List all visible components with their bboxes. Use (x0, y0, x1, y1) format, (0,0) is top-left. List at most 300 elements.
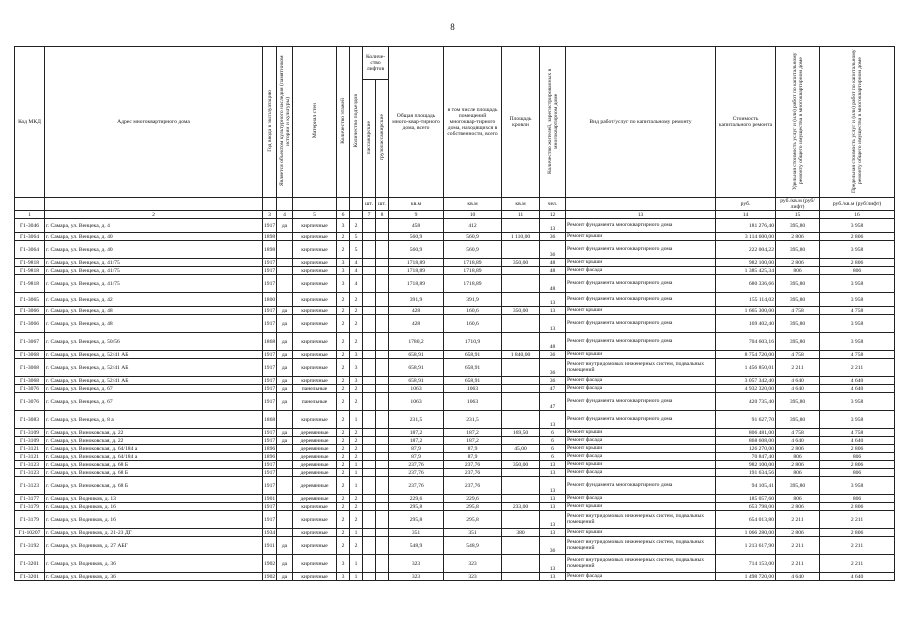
cell-code: Г1-3068 (15, 351, 45, 359)
cell-lc (376, 241, 389, 259)
cell-entr: 2 (350, 293, 363, 307)
cell-res: 13 (540, 477, 566, 495)
table-row (15, 495, 895, 503)
cell-heritage (277, 267, 293, 275)
cell-entr: 2 (350, 453, 363, 461)
column-number: 8 (376, 211, 389, 219)
cell-total: 229,6 (389, 495, 444, 503)
cell-res: 6 (540, 437, 566, 445)
cell-entr: 2 (350, 333, 363, 351)
cell-heritage (277, 469, 293, 477)
cell-unit: 395,80 (776, 393, 820, 411)
cell-walls: кирпичные (293, 307, 337, 315)
cell-lp (363, 445, 376, 453)
cell-lp (363, 503, 376, 511)
cell-work: Ремонт фундамента многоквартирного дома (566, 219, 716, 233)
cell-entr: 3 (350, 359, 363, 377)
cell-address: г. Самара, ул. Водников, д. 16 (45, 503, 263, 511)
cell-cost: 1 213 617,90 (716, 537, 776, 555)
cell-owned: 1063 (444, 393, 502, 411)
cell-work: Ремонт фундамента многоквартирного дома (566, 393, 716, 411)
table-row (15, 259, 895, 267)
cell-lc (376, 359, 389, 377)
cell-owned: 1063 (444, 385, 502, 393)
cell-max: 2 211 (820, 555, 895, 573)
cell-floors: 2 (337, 503, 350, 511)
cell-owned: 87,9 (444, 453, 502, 461)
cell-cost: 714 153,00 (716, 555, 776, 573)
cell-total: 187,2 (389, 429, 444, 437)
cell-max: 2 211 (820, 511, 895, 529)
cell-max: 2 806 (820, 461, 895, 469)
cell-code: Г1-3066 (15, 307, 45, 315)
cell-floors: 3 (337, 555, 350, 573)
cell-year: 1917 (264, 259, 276, 266)
cell-heritage: да (277, 429, 293, 437)
cell-code: Г1-3076 (15, 393, 45, 411)
cell-entr: 1 (350, 573, 363, 581)
cell-walls: кирпичные (293, 233, 337, 241)
cell-heritage: да (277, 385, 293, 393)
cell-work: Ремонт крыши (566, 307, 716, 315)
cell-roof (502, 477, 540, 495)
cell-res: 13 (540, 293, 566, 307)
cell-res: 48 (540, 333, 566, 351)
cell-year: 1917 (263, 393, 277, 411)
cell-owned: 391,9 (444, 293, 502, 307)
cell-lc (376, 429, 389, 437)
cell-year: 1800 (263, 293, 277, 307)
unit-total-area: кв.м (389, 198, 444, 211)
table-row (15, 429, 895, 437)
cell-roof (502, 377, 540, 385)
header-roof-area: Площадь кровли (502, 47, 540, 198)
cell-address: г. Самара, ул. Венцека, д. 41/75 (45, 259, 263, 267)
cell-roof (502, 315, 540, 333)
cell-roof (502, 437, 540, 445)
cell-walls: кирпичные (293, 511, 337, 529)
cell-floors: 2 (337, 307, 350, 315)
cell-cost: 185 057,60 (716, 495, 776, 503)
cell-work: Ремонт крыши (566, 233, 716, 241)
unit-max-cost: руб./кв.м (руб/лифт) (820, 198, 895, 211)
cell-res: 36 (540, 359, 566, 377)
cell-cost: 420 735,40 (716, 393, 776, 411)
table-row (15, 461, 895, 469)
cell-address: г. Самара, ул. Водников, д. 36 (45, 573, 263, 581)
cell-year: 1917 (263, 477, 277, 495)
cell-unit: 806 (776, 469, 820, 477)
cell-res: 13 (540, 461, 566, 469)
cell-lp (363, 511, 376, 529)
cell-owned: 237,76 (444, 461, 502, 469)
cell-heritage (277, 453, 293, 461)
cell-lc (376, 495, 389, 503)
cell-cost: 3 057 342,40 (716, 377, 776, 385)
cell-total: 187,2 (389, 437, 444, 445)
cell-address: г. Самара, ул. Венцека, д. 40 (45, 233, 263, 241)
cell-lp (363, 275, 376, 293)
cell-lp (363, 359, 376, 377)
header-lifts-passenger: пассажирские (363, 79, 376, 197)
cell-roof (502, 555, 540, 573)
cell-work: Ремонт фасада (566, 377, 716, 385)
table-row (15, 411, 895, 429)
cell-res: 36 (540, 537, 566, 555)
unit-residents: чел. (540, 198, 566, 211)
header-heritage: Является объектом культурного наследия (памятником истории и культуры) (277, 47, 293, 198)
unit-lifts-pass: шт. (363, 198, 376, 211)
cell-entr: 2 (350, 429, 363, 437)
header-owned-area: в том числе площадь помещений многоквар-тирного дома, находящихся в собственности, всего (444, 47, 502, 198)
cell-res: 13 (540, 219, 566, 233)
cell-work: Ремонт крыши (566, 429, 716, 437)
cell-walls: кирпичные (293, 537, 337, 555)
cell-roof: 45,00 (502, 445, 540, 453)
cell-code: Г1-3067 (15, 333, 45, 351)
cell-address: г. Самара, ул. Водников, д. 27 АБГ (45, 537, 263, 555)
cell-lp (363, 477, 376, 495)
cell-code: Г1-9818 (15, 275, 45, 293)
cell-lc (376, 411, 389, 429)
cell-walls: кирпичные (293, 267, 337, 275)
cell-owned: 160,6 (444, 307, 502, 315)
cell-heritage: да (277, 307, 293, 315)
cell-owned: 1710,9 (444, 333, 502, 351)
cell-work: Ремонт фундамента многоквартирного дома (566, 275, 716, 293)
column-number: 3 (263, 211, 277, 219)
cell-code: Г1-3083 (15, 411, 45, 429)
cell-lc (376, 537, 389, 555)
cell-lc (376, 307, 389, 315)
column-number: 13 (566, 211, 716, 219)
cell-floors: 2 (337, 385, 350, 393)
cell-address: г. Самара, ул. Венцека, д. 8 а (45, 411, 263, 429)
header-address: Адрес многоквартирного дома (45, 47, 263, 198)
cell-total: 1063 (389, 393, 444, 411)
cell-walls: кирпичные (293, 219, 337, 233)
cell-code: Г1-3123 (15, 477, 45, 495)
cell-roof (502, 267, 540, 275)
cell-work: Ремонт крыши (566, 529, 716, 537)
cell-max: 4 640 (820, 377, 895, 385)
cell-total: 323 (389, 573, 444, 581)
cell-total: 237,76 (389, 477, 444, 495)
column-number: 4 (277, 211, 293, 219)
table-row (15, 511, 895, 529)
cell-unit: 806 (776, 267, 820, 275)
cell-entr: 2 (350, 219, 363, 233)
table-row (15, 445, 895, 453)
cell-year: 1917 (264, 307, 276, 314)
cell-roof (502, 333, 540, 351)
cell-roof: 350,00 (502, 307, 540, 315)
table-row (15, 275, 895, 293)
cell-walls: кирпичные (293, 293, 337, 307)
cell-heritage: да (277, 573, 293, 581)
cell-lp (363, 315, 376, 333)
cell-entr: 3 (350, 351, 363, 359)
cell-cost: 181 276,40 (716, 219, 776, 233)
cell-walls: деревянные (293, 495, 337, 503)
cell-res: 47 (540, 393, 566, 411)
column-number: 14 (716, 211, 776, 219)
cell-entr: 2 (350, 385, 363, 393)
cell-code: Г1-3064 (15, 233, 45, 241)
cell-floors: 3 (337, 219, 350, 233)
cell-work: Ремонт внутридомовых инженерных систем, подвальных помещений (566, 511, 716, 529)
cell-floors: 2 (337, 445, 350, 453)
cell-roof (502, 219, 540, 233)
header-lifts-cargo: грузопассажирские (376, 79, 389, 197)
cell-walls: кирпичные (293, 529, 337, 537)
cell-work: Ремонт крыши (566, 351, 716, 359)
cell-heritage: да (277, 351, 293, 359)
cell-unit: 806 (776, 453, 820, 461)
table-row (15, 437, 895, 445)
cell-heritage (277, 461, 293, 469)
cell-work: Ремонт крыши (566, 503, 716, 511)
cell-floors: 3 (337, 259, 350, 267)
cell-lp (363, 233, 376, 241)
cell-lp (363, 267, 376, 275)
cell-res: 13 (540, 469, 566, 477)
cell-heritage: да (277, 315, 293, 333)
cell-total: 1718,89 (389, 259, 444, 267)
cell-res: 13 (540, 495, 566, 503)
cell-work: Ремонт фундамента многоквартирного дома (566, 241, 716, 259)
cell-max: 3 958 (820, 293, 895, 307)
cell-address: г. Самара, ул. Водников, д. 36 (45, 555, 263, 573)
cell-owned: 548,9 (444, 537, 502, 555)
header-floors: Количество этажей (337, 47, 350, 198)
cell-roof: 169,50 (502, 429, 540, 437)
cell-code: Г1-3065 (15, 293, 45, 307)
table-row (15, 573, 895, 581)
cell-lp (363, 393, 376, 411)
cell-address: г. Самара, ул. Виноковская, д. 68 Б (45, 477, 263, 495)
cell-year: 1917 (264, 503, 276, 510)
cell-res: 13 (540, 411, 566, 429)
cell-address: г. Самара, ул. Венцека, д. 42 (45, 293, 263, 307)
cell-max: 806 (820, 267, 895, 275)
cell-res: 13 (540, 307, 566, 315)
cell-year: 1896 (264, 445, 276, 452)
cell-cost: 868 608,00 (716, 437, 776, 445)
cell-lc (376, 555, 389, 573)
cell-unit: 4 640 (776, 377, 820, 385)
cell-lc (376, 219, 389, 233)
cell-heritage (277, 411, 293, 429)
cell-year: 1917 (263, 511, 277, 529)
cell-heritage (277, 233, 293, 241)
cell-address: г. Самара, ул. Водников, д. 21-23 ДГ (45, 529, 263, 537)
cell-owned: 295,8 (444, 511, 502, 529)
cell-walls: деревянные (293, 429, 337, 437)
header-lifts: Количе-ство лифтов (363, 47, 389, 80)
cell-heritage (277, 241, 293, 259)
cell-lp (363, 333, 376, 351)
cell-entr: 2 (350, 307, 363, 315)
cell-floors: 2 (337, 437, 350, 445)
cell-address: г. Самара, ул. Венцека, д. 40 (45, 241, 263, 259)
cell-roof (502, 393, 540, 411)
column-number: 6 (337, 211, 350, 219)
cell-address: г. Самара, ул. Водников, д. 16 (45, 511, 263, 529)
cell-cost: 704 603,16 (716, 333, 776, 351)
cell-roof (502, 453, 540, 461)
cell-work: Ремонт фундамента многоквартирного дома (566, 477, 716, 495)
cell-lc (376, 437, 389, 445)
cell-code: Г1-3179 (15, 503, 45, 511)
cell-total: 548,9 (389, 537, 444, 555)
cell-unit: 2 211 (776, 359, 820, 377)
cell-code: Г1-3076 (15, 385, 45, 393)
cell-lc (376, 461, 389, 469)
table-row (15, 307, 895, 315)
cell-total: 237,76 (389, 461, 444, 469)
cell-floors: 2 (337, 411, 350, 429)
cell-floors: 2 (337, 453, 350, 461)
cell-unit: 395,80 (776, 477, 820, 495)
cell-lc (376, 315, 389, 333)
cell-max: 4 758 (820, 429, 895, 437)
cell-res: 6 (540, 453, 566, 461)
cell-walls: кирпичные (293, 275, 337, 293)
cell-walls: кирпичные (293, 377, 337, 385)
cell-year: 1917 (264, 461, 276, 468)
header-row (15, 47, 895, 80)
cell-year: 1917 (263, 219, 277, 233)
cell-max: 3 958 (820, 411, 895, 429)
cell-work: Ремонт фундамента многоквартирного дома (566, 411, 716, 429)
cell-address: г. Самара, ул. Венцека, д. 67 (45, 393, 263, 411)
cell-lp (363, 469, 376, 477)
table-row (15, 393, 895, 411)
cell-code: Г1-3064 (15, 241, 45, 259)
cell-unit: 395,80 (776, 241, 820, 259)
cell-lc (376, 293, 389, 307)
cell-address: г. Самара, ул. Виноковская, д. 64/184 а (45, 445, 263, 453)
cell-lc (376, 333, 389, 351)
cell-year: 1911 (263, 537, 277, 555)
cell-total: 658,91 (389, 359, 444, 377)
cell-roof: 1 840,00 (502, 351, 540, 359)
column-numbers-row (15, 211, 895, 219)
cell-max: 2 211 (820, 359, 895, 377)
cell-roof (502, 293, 540, 307)
header-work: Вид работ/услуг по капитальному ремонту (566, 47, 716, 198)
cell-max: 3 958 (820, 315, 895, 333)
cell-roof (502, 385, 540, 393)
cell-walls: кирпичные (293, 241, 337, 259)
cell-total: 237,76 (389, 469, 444, 477)
cell-code: Г1-3121 (15, 453, 45, 461)
cell-unit: 395,80 (776, 411, 820, 429)
cell-entr: 2 (350, 503, 363, 511)
cell-cost: 4 932 320,00 (716, 385, 776, 393)
cell-walls: кирпичные (293, 573, 337, 581)
cell-total: 428 (389, 307, 444, 315)
header-residents: Количество жителей, зарегистрированных в многоквартирном доме (540, 47, 566, 198)
cell-code: Г1-3109 (15, 437, 45, 445)
cell-owned: 323 (444, 573, 502, 581)
cell-floors: 2 (337, 233, 350, 241)
cell-total: 295,8 (389, 511, 444, 529)
cell-roof (502, 241, 540, 259)
cell-code: Г1-10207 (15, 529, 45, 537)
cell-code: Г1-3177 (15, 495, 45, 503)
cell-owned: 1718,89 (444, 267, 502, 275)
cell-lc (376, 529, 389, 537)
cell-res: 6 (540, 429, 566, 437)
unit-cost: руб. (716, 198, 776, 211)
cell-max: 3 958 (820, 241, 895, 259)
cell-lc (376, 233, 389, 241)
cell-walls: кирпичные (293, 503, 337, 511)
cell-owned: 560,9 (444, 241, 502, 259)
cell-unit: 2 806 (776, 529, 820, 537)
table-row (15, 219, 895, 233)
cell-cost: 191 634,56 (716, 469, 776, 477)
cell-heritage (277, 477, 293, 495)
cell-unit: 2 806 (776, 503, 820, 511)
cell-total: 391,9 (389, 293, 444, 307)
cell-lp (363, 293, 376, 307)
header-unit-cost: Удельная стоимость услуг и (или) работ по капитальному ремонту общего имущества в многоквартирном доме (776, 47, 820, 198)
cell-roof (502, 411, 540, 429)
cell-lp (363, 555, 376, 573)
cell-floors: 2 (337, 351, 350, 359)
cell-heritage: да (277, 377, 293, 385)
cell-entr: 1 (350, 461, 363, 469)
cell-roof (502, 469, 540, 477)
table-row (15, 233, 895, 241)
cell-heritage (277, 293, 293, 307)
cell-cost: 126 270,00 (716, 445, 776, 453)
table-row (15, 555, 895, 573)
cell-address: г. Самара, ул. Венцека, д. 41/75 (45, 267, 263, 275)
cell-max: 4 640 (820, 385, 895, 393)
cell-max: 2 806 (820, 529, 895, 537)
cell-code: Г1-3179 (15, 511, 45, 529)
cell-entr: 4 (350, 259, 363, 267)
cell-year: 1898 (263, 241, 277, 259)
cell-address: г. Самара, ул. Виноковская, д. 68 Б (45, 469, 263, 477)
cell-total: 458 (389, 219, 444, 233)
cell-roof: 1 110,00 (502, 233, 540, 241)
cell-max: 2 806 (820, 259, 895, 267)
cell-lc (376, 445, 389, 453)
cell-lp (363, 537, 376, 555)
cell-heritage: да (277, 333, 293, 351)
cell-walls: кирпичные (293, 315, 337, 333)
cell-heritage (277, 445, 293, 453)
cell-owned: 187,2 (444, 429, 502, 437)
cell-res: 48 (540, 275, 566, 293)
cell-code: Г1-3123 (15, 461, 45, 469)
cell-year: 1901 (264, 495, 276, 502)
column-number: 7 (363, 211, 376, 219)
cell-roof (502, 573, 540, 581)
cell-total: 560,9 (389, 233, 444, 241)
cell-heritage: да (277, 393, 293, 411)
cell-max: 806 (820, 469, 895, 477)
cell-total: 351 (389, 529, 444, 537)
cell-entr: 5 (350, 241, 363, 259)
cell-unit: 395,80 (776, 275, 820, 293)
cell-floors: 2 (337, 241, 350, 259)
